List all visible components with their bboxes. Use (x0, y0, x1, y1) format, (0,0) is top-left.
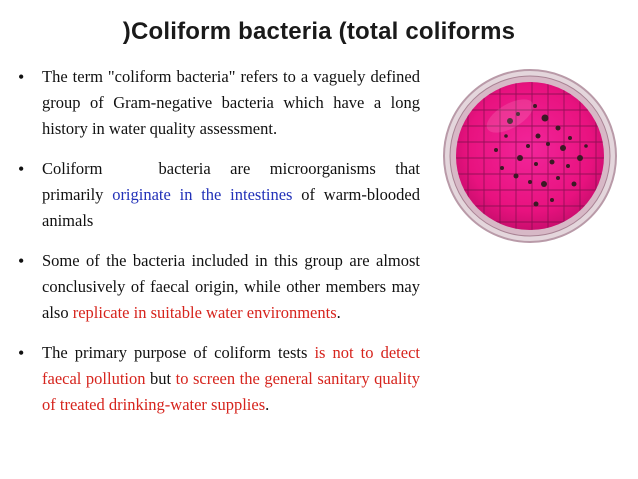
bullet-2-text-a: bacteria are microorganisms that primarily (42, 159, 420, 204)
bullet-item-1 (18, 64, 420, 142)
bullet-4-highlight-not-detect: is not to detect faecal pollution (42, 343, 420, 388)
bullet-4-text-c: . (265, 395, 270, 414)
bullet-2-highlight-origin: originate in the intestines (112, 185, 293, 204)
bullet-4-text-a: The primary purpose of coliform tests (42, 343, 315, 362)
bullet-list (18, 64, 420, 432)
bullet-3-highlight-replicate: replicate in suitable water environments (72, 303, 337, 322)
bullet-item-2 (18, 156, 420, 234)
bullet-3-text-b: . (336, 303, 341, 322)
bullet-1-text: The term "coliform bacteria" refers to a vaguely defined group of Gram-negative bacteria which have a long history in water quality assessment. (42, 67, 420, 138)
bullet-2-word-coliform: Coliform (42, 159, 103, 178)
slide-title: )Coliform bacteria (total coliforms (122, 18, 516, 45)
petri-dish-image (440, 66, 620, 246)
bullet-4-text-b: but (145, 369, 176, 388)
bullet-item-4 (18, 340, 420, 418)
bullet-item-3 (18, 248, 420, 326)
bullet-2-text-b: of warm-blooded animals (42, 185, 421, 230)
bullet-3-text-a: Some of the bacteria included in this group are almost conclusively of faecal origin, while other members may also (42, 251, 420, 322)
petri-dish-graphic (440, 66, 620, 246)
bullet-4-highlight-screen: to screen the general sanitary quality of treated drinking-water supplies (42, 369, 420, 414)
